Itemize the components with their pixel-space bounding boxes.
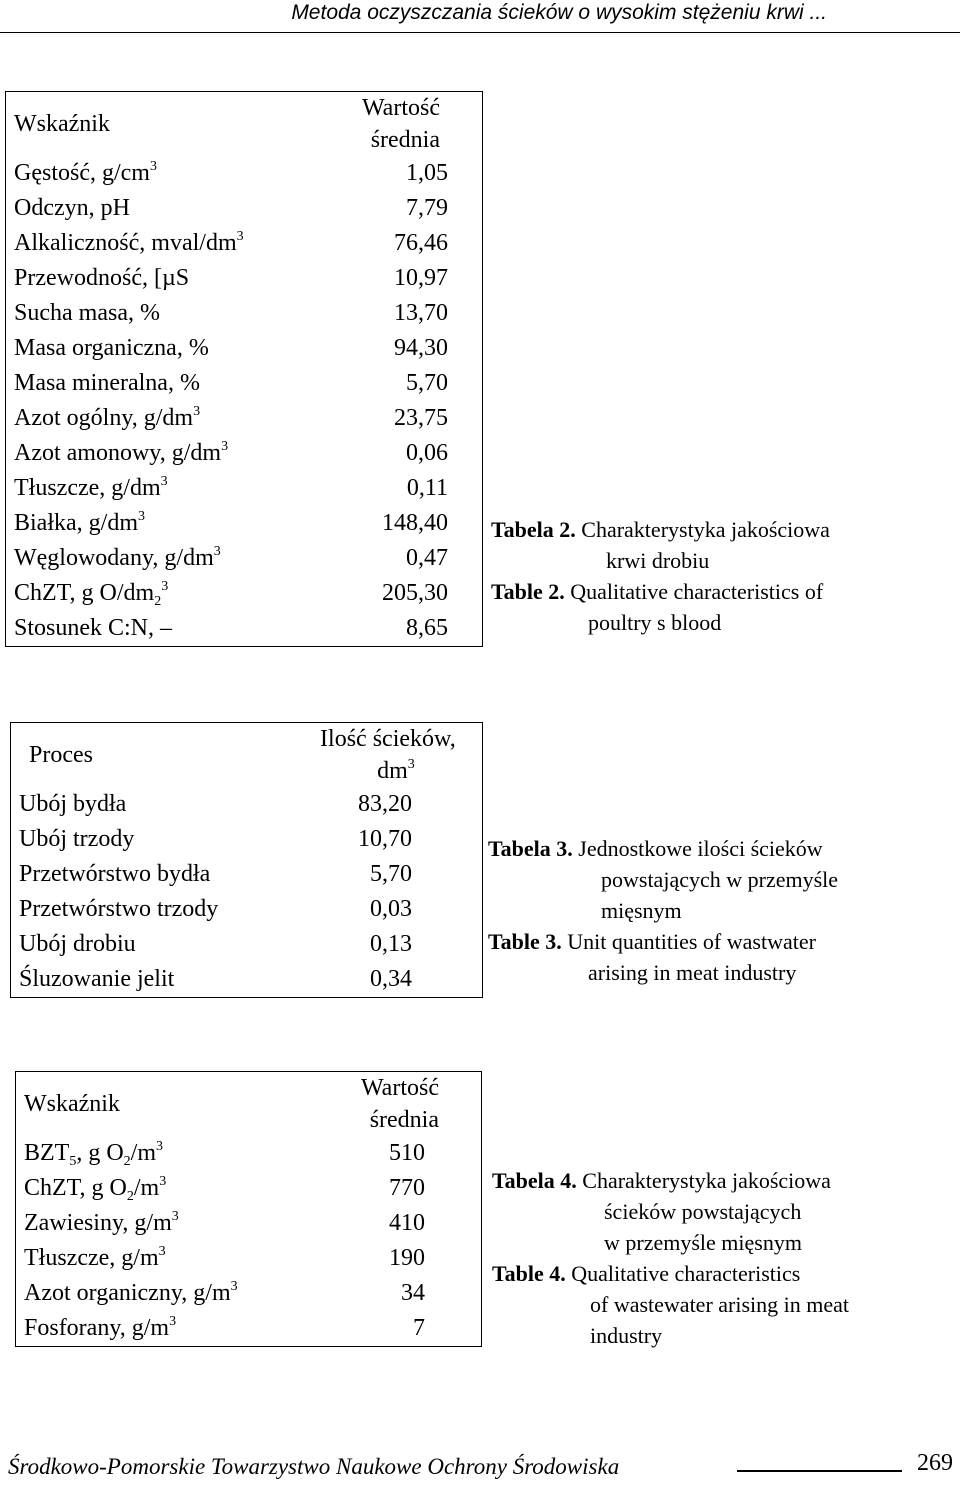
table-row (16, 1276, 482, 1311)
table-row (6, 576, 483, 611)
table-row (11, 927, 483, 962)
column-header-value-line2: średnia (369, 1107, 439, 1133)
row-value: 0,03 (370, 896, 412, 922)
cell-label-part: Azot organiczny, g/m (24, 1280, 231, 1306)
table-header-row (11, 723, 483, 788)
table-row (6, 191, 483, 226)
caption-table-4 (492, 1165, 849, 1351)
row-value: 7 (413, 1315, 425, 1341)
row-label (6, 611, 296, 647)
row-value: 770 (389, 1175, 425, 1201)
unit-superscript: 3 (407, 757, 415, 772)
table-row (11, 857, 483, 892)
table-row (6, 541, 483, 576)
row-value: 510 (389, 1140, 425, 1166)
cell-label-part: 3 (156, 1139, 164, 1154)
caption-2-pl-line1: Charakterystyka jakościowa (581, 517, 830, 542)
cell-label-part: Przewodność, [µS (14, 265, 190, 291)
cell-label-part: 3 (221, 439, 229, 454)
table-row (16, 1136, 482, 1171)
caption-2-pl-label: Tabela 2. (491, 517, 576, 542)
running-header (0, 0, 960, 30)
column-header-value-line1: Wartość (360, 1075, 439, 1101)
row-value: 10,70 (358, 826, 412, 852)
row-value: 0,13 (370, 931, 412, 957)
caption-4-en-label: Table 4. (492, 1261, 566, 1286)
cell-label-part: ChZT, g O (24, 1175, 127, 1201)
table-row (16, 1171, 482, 1206)
cell-label-part: 3 (171, 1209, 179, 1224)
row-label (11, 962, 310, 998)
row-label (6, 401, 296, 436)
caption-2-pl (491, 514, 830, 545)
cell-label-part: Masa organiczna, % (14, 335, 209, 361)
caption-3-pl-line3: mięsnym (601, 898, 682, 923)
row-value: 8,65 (406, 615, 448, 641)
row-label (16, 1136, 322, 1171)
cell-label-part: Tłuszcze, g/dm (14, 475, 161, 501)
column-header-quantity (310, 723, 483, 788)
column-header-value-line1: Wartość (361, 95, 440, 121)
caption-3-en (488, 926, 838, 957)
row-label (6, 156, 296, 191)
table-row (6, 156, 483, 191)
caption-4-en-line2: of wastewater arising in meat (590, 1292, 850, 1317)
column-header-value-line2: średnia (370, 127, 440, 153)
cell-label-part: 3 (159, 1174, 167, 1189)
table-row (11, 892, 483, 927)
running-title: Metoda oczyszczania ścieków o wysokim stężeniu krwi ... (291, 1, 827, 24)
caption-2-en (491, 576, 830, 607)
table-row (16, 1311, 482, 1347)
row-value: 5,70 (370, 861, 412, 887)
cell-label-part: 2 (154, 594, 162, 609)
row-label (6, 471, 296, 506)
row-label (6, 191, 296, 226)
caption-3-en-label: Table 3. (488, 929, 562, 954)
caption-2-en-line2: poultry s blood (588, 610, 722, 635)
table-blood-characteristics (5, 91, 483, 647)
caption-3-en-line1: Unit quantities of wastwater (567, 929, 816, 954)
row-label (16, 1276, 322, 1311)
row-value: 410 (389, 1210, 425, 1236)
table-wastewater-quantities (10, 722, 483, 998)
row-value: 23,75 (394, 405, 448, 431)
row-value: 0,11 (406, 475, 448, 501)
cell-label-part: Azot ogólny, g/dm (14, 405, 194, 431)
caption-2-pl-line2: krwi drobiu (606, 548, 710, 573)
row-label (16, 1171, 322, 1206)
table-row (11, 962, 483, 998)
caption-3-pl-label: Tabela 3. (488, 836, 573, 861)
row-value: 0,06 (406, 440, 448, 466)
caption-4-pl-line1: Charakterystyka jakościowa (582, 1168, 831, 1193)
table-row (6, 261, 483, 296)
row-label (11, 822, 310, 857)
row-value: 190 (389, 1245, 425, 1271)
cell-label-part: 3 (236, 229, 244, 244)
row-label (11, 892, 310, 927)
row-label (6, 366, 296, 401)
table-row (6, 226, 483, 261)
caption-4-pl-line2: ścieków powstających (604, 1199, 802, 1224)
caption-2-en-line1: Qualitative characteristics of (570, 579, 824, 604)
table-row (6, 331, 483, 366)
caption-3-pl-line1: Jednostkowe ilości ścieków (578, 836, 823, 861)
table-row (6, 296, 483, 331)
column-header-indicator: Wskaźnik (14, 111, 110, 137)
cell-label-part: /dm (116, 580, 155, 606)
cell-label-part: Ubój bydła (19, 791, 127, 817)
row-label (6, 296, 296, 331)
row-label (6, 576, 296, 611)
caption-3-en-line2: arising in meat industry (588, 960, 797, 985)
cell-label-part: Masa mineralna, % (14, 370, 200, 396)
cell-label-part: Gęstość, g/cm (14, 160, 150, 186)
row-value: 0,34 (370, 966, 412, 992)
table-header-row (16, 1072, 482, 1137)
cell-label-part: Stosunek C:N, – (14, 615, 173, 641)
cell-label-part: Zawiesiny, g/m (24, 1210, 172, 1236)
column-header-quantity-line1: Ilość ścieków, (320, 726, 456, 752)
cell-label-part: 3 (149, 159, 157, 174)
caption-4-en-line3: industry (590, 1323, 663, 1348)
row-label (6, 506, 296, 541)
cell-label-part: Odczyn, pH (14, 195, 130, 221)
row-value: 0,47 (406, 545, 448, 571)
column-header-value (295, 92, 482, 157)
cell-label-part: 3 (169, 1314, 177, 1329)
row-label (6, 331, 296, 366)
table-header-row (6, 92, 483, 157)
row-label (11, 787, 310, 822)
table-row (16, 1241, 482, 1276)
caption-4-en (492, 1258, 849, 1289)
cell-label-part: Węglowodany, g/dm (14, 545, 214, 571)
caption-4-pl-line3: w przemyśle mięsnym (604, 1230, 802, 1255)
cell-label-part: Azot amonowy, g/dm (14, 440, 222, 466)
table-row (6, 611, 483, 647)
table-row (11, 822, 483, 857)
cell-label-part: ChZT, g O (14, 580, 117, 606)
caption-table-2 (491, 514, 830, 638)
row-value: 5,70 (406, 370, 448, 396)
row-value: 1,05 (406, 160, 448, 186)
table-row (16, 1206, 482, 1241)
row-value: 10,97 (394, 265, 448, 291)
caption-3-pl-line2: powstających w przemyśle (601, 867, 839, 892)
table-row (11, 787, 483, 822)
table-meat-wastewater-characteristics (15, 1071, 482, 1347)
table-row (6, 366, 483, 401)
cell-label-part: BZT (24, 1140, 70, 1166)
caption-4-pl-label: Tabela 4. (492, 1168, 577, 1193)
cell-label-part: 2 (126, 1189, 134, 1204)
cell-label-part: 3 (230, 1279, 238, 1294)
row-label (6, 436, 296, 471)
cell-label-part: 3 (161, 579, 169, 594)
row-label (16, 1241, 322, 1276)
page-footer (0, 1448, 960, 1488)
page-number: 269 (917, 1450, 953, 1476)
row-value: 205,30 (382, 580, 448, 606)
caption-2-en-label: Table 2. (491, 579, 565, 604)
society-name: Środkowo-Pomorskie Towarzystwo Naukowe Ochrony Środowiska (8, 1454, 620, 1479)
cell-label-part: Ubój trzody (19, 826, 135, 852)
cell-label-part: 3 (193, 404, 201, 419)
cell-label-part: 3 (137, 509, 145, 524)
cell-label-part: 3 (158, 1244, 166, 1259)
caption-table-3 (488, 833, 838, 988)
cell-label-part: 3 (160, 474, 168, 489)
row-label (16, 1311, 322, 1347)
unit-dm: dm (377, 758, 408, 784)
row-label (6, 226, 296, 261)
cell-label-part: 2 (123, 1154, 131, 1169)
cell-label-part: Fosforany, g/m (24, 1315, 170, 1341)
table-row (6, 471, 483, 506)
cell-label-part: Białka, g/dm (14, 510, 138, 536)
row-label (6, 541, 296, 576)
header-rule (0, 32, 960, 33)
row-label (11, 857, 310, 892)
table-row (6, 401, 483, 436)
row-value: 76,46 (394, 230, 448, 256)
cell-label-part: Ubój drobiu (19, 931, 136, 957)
caption-4-en-line1: Qualitative characteristics (571, 1261, 801, 1286)
footer-rule (737, 1470, 902, 1472)
cell-label-part: Śluzowanie jelit (19, 966, 175, 992)
cell-label-part: , g O (76, 1140, 124, 1166)
row-label (6, 261, 296, 296)
table-row (6, 506, 483, 541)
cell-label-part: Tłuszcze, g/m (24, 1245, 159, 1271)
row-value: 13,70 (394, 300, 448, 326)
row-label (16, 1206, 322, 1241)
column-header-value (322, 1072, 482, 1137)
cell-label-part: /m (130, 1140, 157, 1166)
column-header-process: Proces (29, 742, 93, 768)
cell-label-part: 5 (69, 1154, 77, 1169)
row-value: 34 (401, 1280, 425, 1306)
column-header-quantity-line2 (310, 755, 482, 787)
cell-label-part: 3 (213, 544, 221, 559)
caption-4-pl (492, 1165, 849, 1196)
row-value: 7,79 (406, 195, 448, 221)
cell-label-part: Alkaliczność, mval/dm (14, 230, 237, 256)
cell-label-part: Przetwórstwo trzody (19, 896, 219, 922)
row-value: 83,20 (358, 791, 412, 817)
row-value: 94,30 (394, 335, 448, 361)
cell-label-part: Sucha masa, % (14, 300, 160, 326)
row-label (11, 927, 310, 962)
column-header-indicator: Wskaźnik (24, 1091, 120, 1117)
cell-label-part: /m (133, 1175, 160, 1201)
row-value: 148,40 (382, 510, 448, 536)
cell-label-part: Przetwórstwo bydła (19, 861, 211, 887)
caption-3-pl (488, 833, 838, 864)
table-row (6, 436, 483, 471)
